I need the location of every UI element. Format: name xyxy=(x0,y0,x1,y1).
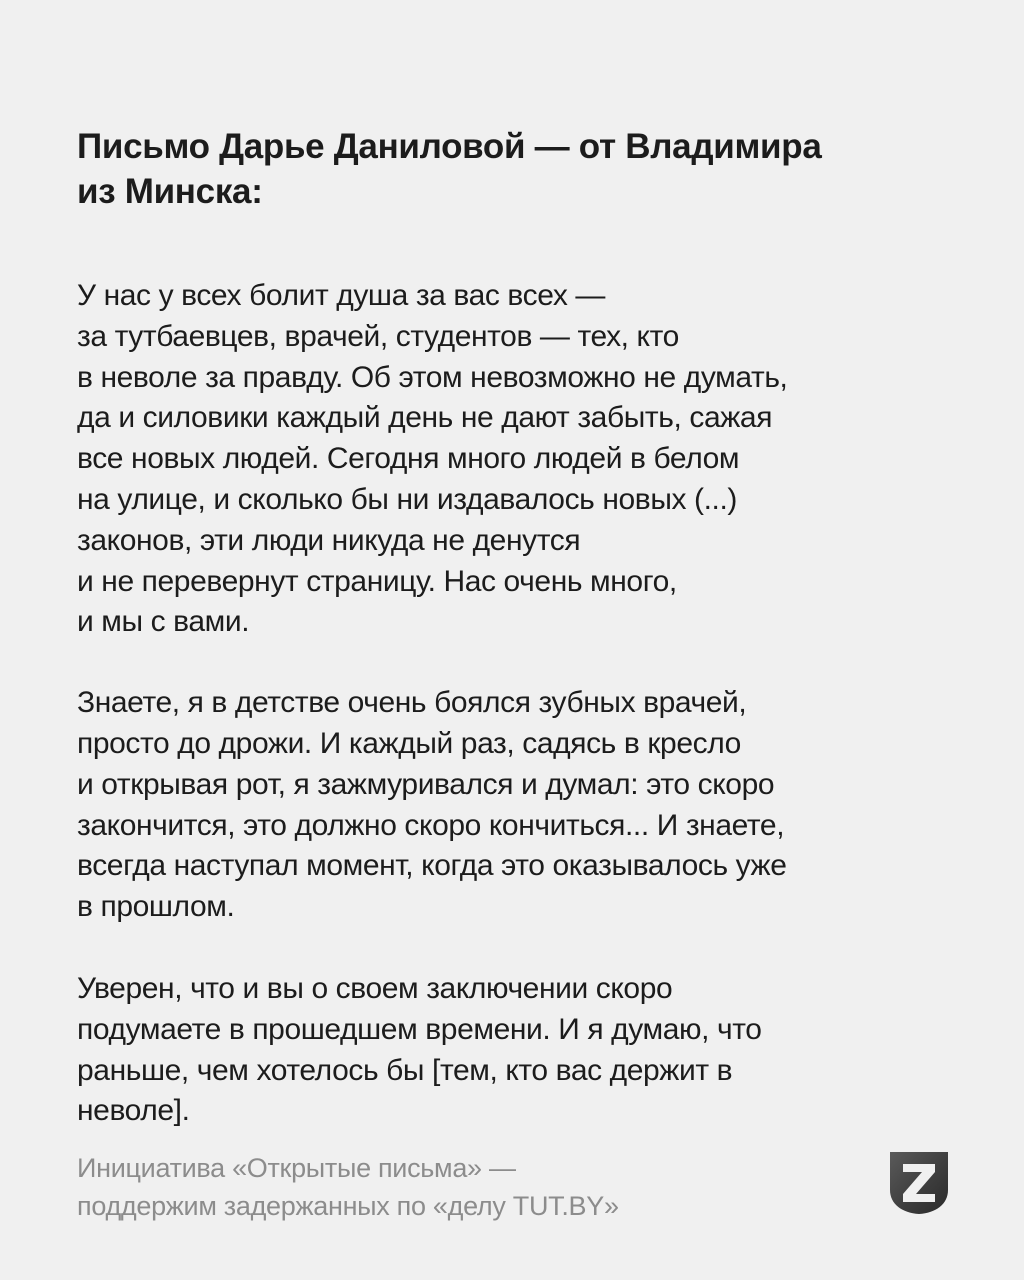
caption-line: поддержим задержанных по «делу TUT.BY» xyxy=(77,1191,619,1221)
text-line: и мы с вами. xyxy=(77,605,250,639)
text-line: Знаете, я в детстве очень боялся зубных врачей, xyxy=(77,686,747,720)
text-line: и не перевернут страницу. Нас очень много, xyxy=(77,564,677,598)
title-line: из Минска: xyxy=(77,172,263,211)
letter-paragraph-3 xyxy=(77,969,957,1132)
text-line: все новых людей. Сегодня много людей в белом xyxy=(77,442,740,476)
letter-paragraph-1 xyxy=(77,276,957,643)
text-line: в прошлом. xyxy=(77,890,235,924)
text-line: всегда наступал момент, когда это оказывалось уже xyxy=(77,849,787,883)
title-line: Письмо Дарье Даниловой — от Владимира xyxy=(77,127,822,166)
text-line: и открывая рот, я зажмуривался и думал: это скоро xyxy=(77,767,775,801)
caption-line: Инициатива «Открытые письма» — xyxy=(77,1153,516,1183)
letter-paragraph-2 xyxy=(77,683,957,928)
text-line: за тутбаевцев, врачей, студентов — тех, кто xyxy=(77,319,679,353)
letter-title xyxy=(77,124,957,214)
text-line: У нас у всех болит душа за вас всех — xyxy=(77,279,605,312)
letter-card xyxy=(77,124,957,1132)
text-line: подумаете в прошедшем времени. И я думаю, что xyxy=(77,1012,762,1046)
text-line: на улице, и сколько бы ни издавалось новых (...) xyxy=(77,482,738,516)
text-line: неволе]. xyxy=(77,1094,190,1128)
text-line: закончится, это должно скоро кончиться... И знаете, xyxy=(77,808,785,842)
text-line: раньше, чем хотелось бы [тем, кто вас держит в xyxy=(77,1053,733,1087)
text-line: просто до дрожи. И каждый раз, садясь в кресло xyxy=(77,726,741,760)
text-line: Уверен, что и вы о своем заключении скоро xyxy=(77,971,673,1005)
text-line: законов, эти люди никуда не денутся xyxy=(77,523,581,557)
text-line: в неволе за правду. Об этом невозможно не думать, xyxy=(77,360,788,394)
zerkalo-shield-logo-icon xyxy=(888,1150,950,1216)
initiative-caption xyxy=(77,1149,619,1225)
text-line: да и силовики каждый день не дают забыть, сажая xyxy=(77,401,773,435)
